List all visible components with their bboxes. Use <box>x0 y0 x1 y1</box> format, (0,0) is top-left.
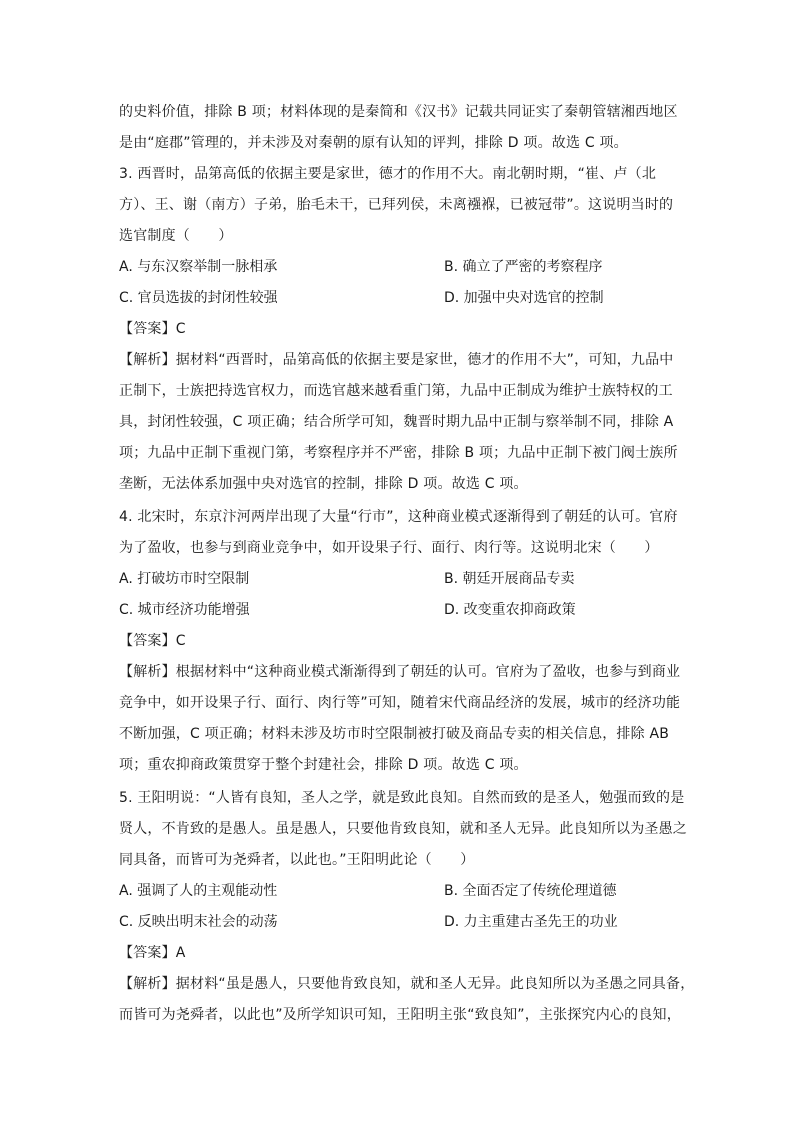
question-4-stem: 4. 北宋时，东京汴河两岸出现了大量“行市”，这种商业模式逐渐得到了朝廷的认可。官府 <box>119 509 678 525</box>
question-3-option-b: B. 确立了严密的考察程序 <box>444 259 603 275</box>
question-5-explanation: 【解析】据材料“虽是愚人，只要他肯致良知，就和圣人无异。此良知所以为圣愚之同具备， <box>119 976 695 992</box>
question-5-explanation: 而皆可为尧舜者，以此也”及所学知识可知，王阳明主张“致良知”，主张探究内心的良知， <box>119 1007 681 1023</box>
question-3-explanation: 正制下，士族把持选官权力，而选官越来越看重门第，九品中正制成为维护士族特权的工 <box>119 383 673 399</box>
question-4-explanation: 【解析】根据材料中“这种商业模式渐渐得到了朝廷的认可。官府为了盈收，也参与到商业 <box>119 664 681 680</box>
question-3-option-c: C. 官员选拔的封闭性较强 <box>119 290 278 306</box>
question-3-explanation: 【解析】据材料“西晋时，品第高低的依据主要是家世，德才的作用不大”，可知，九品中 <box>119 352 674 368</box>
question-5-option-b: B. 全面否定了传统伦理道德 <box>444 883 617 899</box>
paragraph-line: 是由“庭郡”管理的，并未涉及对秦朝的原有认知的评判，排除 D 项。故选 C 项。 <box>119 135 628 151</box>
question-5-stem: 贤人，不肯致的是愚人。虽是愚人，只要他肯致良知，就和圣人无异。此良知所以为圣愚之 <box>119 821 687 837</box>
question-4-option-c: C. 城市经济功能增强 <box>119 602 250 618</box>
question-5-answer: 【答案】A <box>119 945 186 961</box>
question-3-option-a: A. 与东汉察举制一脉相承 <box>119 259 278 275</box>
question-3-answer: 【答案】C <box>119 321 186 337</box>
question-3-stem: 方）、王、谢（南方）子弟，胎毛未干，已拜列侯，未离襁褓，已被冠带”。这说明当时的 <box>119 197 674 213</box>
question-5-option-d: D. 力主重建古圣先王的功业 <box>444 914 618 930</box>
question-3-option-d: D. 加强中央对选官的控制 <box>444 290 604 306</box>
question-5-option-a: A. 强调了人的主观能动性 <box>119 883 278 899</box>
question-3-stem: 选官制度（ ） <box>119 228 233 244</box>
question-4-explanation: 竞争中，如开设果子行、面行、肉行等”可知，随着宋代商品经济的发展，城市的经济功能 <box>119 695 681 711</box>
question-5-stem: 同具备，而皆可为尧舜者，以此也。”王阳明此论（ ） <box>119 852 475 868</box>
question-4-answer: 【答案】C <box>119 633 186 649</box>
question-3-stem: 3. 西晋时，品第高低的依据主要是家世，德才的作用不大。南北朝时期，“崔、卢（北 <box>119 166 657 182</box>
question-3-explanation: 具，封闭性较强，C 项正确；结合所学可知，魏晋时期九品中正制与察举制不同，排除 A <box>119 414 674 430</box>
question-5-option-c: C. 反映出明末社会的动荡 <box>119 914 278 930</box>
question-4-option-b: B. 朝廷开展商品专卖 <box>444 571 575 587</box>
question-3-explanation: 垄断，无法体系加强中央对选官的控制，排除 D 项。故选 C 项。 <box>119 476 528 492</box>
question-4-stem: 为了盈收，也参与到商业竞争中，如开设果子行、面行、肉行等。这说明北宋（ ） <box>119 540 659 556</box>
question-5-stem: 5. 王阳明说：“人皆有良知，圣人之学，就是致此良知。自然而致的是圣人，勉强而致的是 <box>119 790 685 806</box>
paragraph-line: 的史料价值，排除 B 项；材料体现的是秦简和《汉书》记载共同证实了秦朝管辖湘西地区 <box>119 104 678 120</box>
question-4-option-d: D. 改变重农抑商政策 <box>444 602 576 618</box>
question-4-option-a: A. 打破坊市时空限制 <box>119 571 250 587</box>
question-4-explanation: 项；重农抑商政策贯穿于整个封建社会，排除 D 项。故选 C 项。 <box>119 757 528 773</box>
question-4-explanation: 不断加强，C 项正确；材料未涉及坊市时空限制被打破及商品专卖的相关信息，排除 AB <box>119 726 670 742</box>
question-3-explanation: 项；九品中正制下重视门第，考察程序并不严密，排除 B 项；九品中正制下被门阀士族所 <box>119 445 678 461</box>
